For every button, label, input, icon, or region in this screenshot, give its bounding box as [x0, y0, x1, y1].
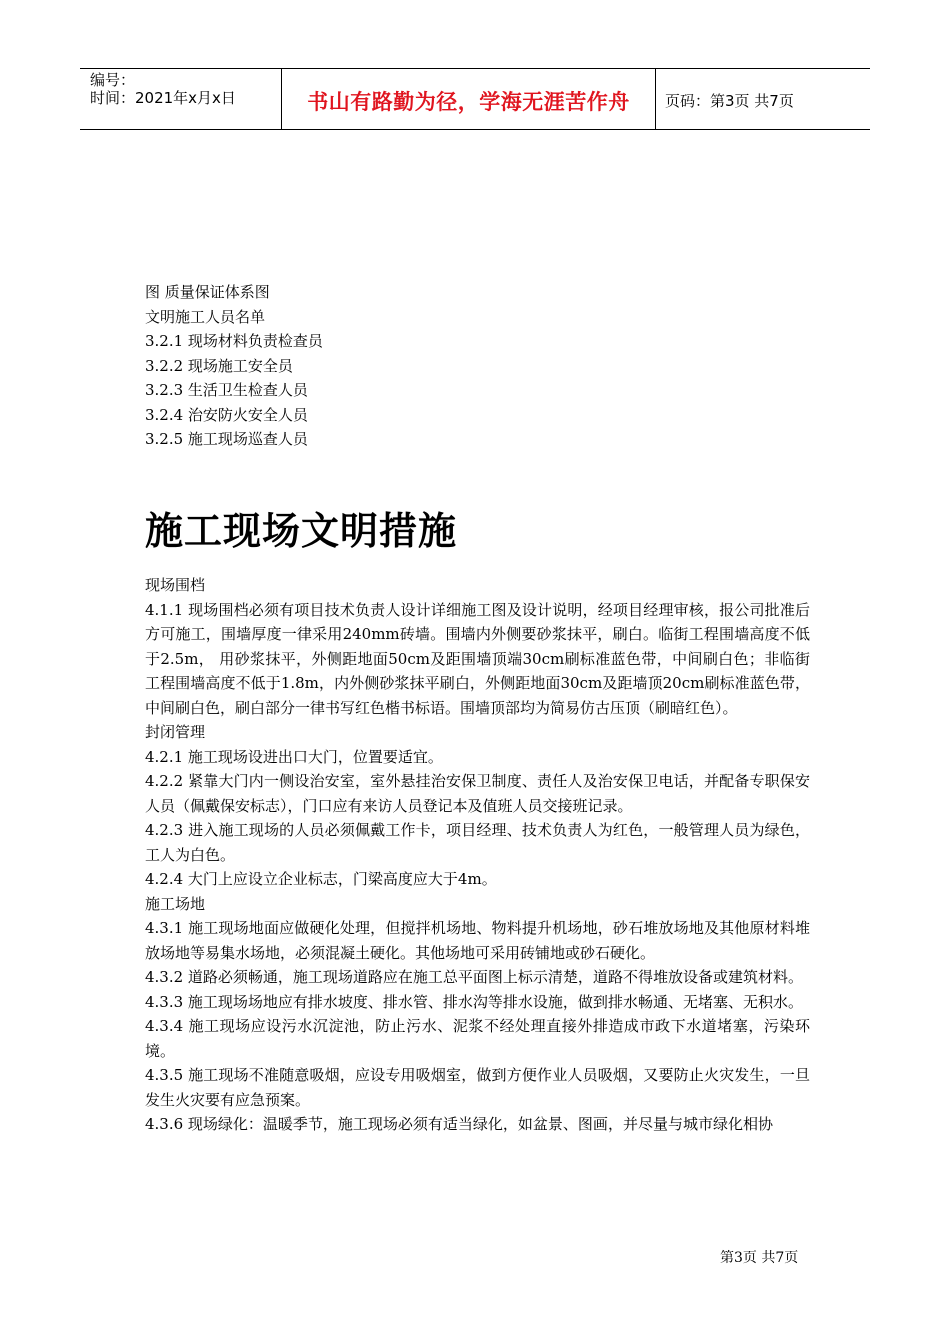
header-right-cell [655, 69, 870, 129]
header-motto: 书山有路勤为径，学海无涯苦作舟 [307, 90, 630, 114]
number-label: 编号： [90, 71, 136, 89]
section-heading: 施工现场文明措施 [145, 509, 458, 553]
paragraph: 4.3.3 施工现场场地应有排水坡度、排水管、排水沟等排水设施，做到排水畅通、无堵塞、无积水。 [145, 992, 803, 1011]
list-item: 文明施工人员名单 [145, 307, 266, 326]
paragraph: 4.2.3 进入施工现场的人员必须佩戴工作卡，项目经理、技术负责人为红色，一般管理人员为绿色，工人为白色。 [145, 821, 810, 864]
header-motto-cell [281, 69, 656, 129]
header-left-cell [80, 69, 280, 129]
subsection-title: 现场围档 [145, 576, 206, 594]
header-page-code: 页码：第3页 共7页 [665, 92, 794, 110]
paragraph: 4.3.5 施工现场不准随意吸烟，应设专用吸烟室，做到方便作业人员吸烟，又要防止火灾发生，一旦发生火灾要有应急预案。 [145, 1066, 810, 1109]
paragraph: 4.3.1 施工现场地面应做硬化处理，但搅拌机场地、物料提升机场地，砂石堆放场地及其他原材料堆放场地等易集水场地，必须混凝土硬化。其他场地可采用砖铺地或砂石硬化。 [145, 919, 810, 962]
list-item: 3.2.3 生活卫生检查人员 [145, 381, 308, 399]
paragraph: 4.2.1 施工现场设进出口大门，位置要适宜。 [145, 747, 443, 766]
page-header [80, 68, 870, 130]
page-footer: 第3页 共7页 [720, 1250, 799, 1266]
subsection-title: 封闭管理 [145, 723, 206, 741]
list-item: 3.2.1 现场材料负责检查员 [145, 332, 323, 350]
paragraph: 4.1.1 现场围档必须有项目技术负责人设计详细施工图及设计说明，经项目经理审核，报公司批准后方可施工，围墙厚度一律采用240mm砖墙。围墙内外侧要砂浆抹平，刷白。临街工程围墙高度不低于2.5m， 用砂浆抹平，外侧距地面50cm及距围墙顶端30cm刷标准蓝色带，中间刷白色；非临街工程围墙高度不低于1.8m，内外侧砂浆抹平刷白，外侧距地面30cm及距墙顶20cm刷标准蓝色带，中间刷白色，刷白部分一律书写红色楷书标语。围墙顶部均为简易仿古压顶（刷暗红色）。 [145, 600, 810, 717]
document-body [145, 573, 810, 1137]
time-label: 时间：2021年x月x日 [90, 89, 236, 107]
paragraph: 4.3.4 施工现场应设污水沉淀池，防止污水、泥浆不经处理直接外排造成市政下水道堵塞，污染环境。 [145, 1017, 810, 1060]
list-item: 图 质量保证体系图 [145, 283, 270, 301]
paragraph: 4.3.6 现场绿化：温暖季节，施工现场必须有适当绿化，如盆景、图画，并尽量与城市绿化相协 [145, 1115, 773, 1133]
subsection-title: 施工场地 [145, 894, 206, 913]
paragraph: 4.2.4 大门上应设立企业标志，门梁高度应大于4m。 [145, 870, 497, 888]
list-item: 3.2.2 现场施工安全员 [145, 356, 293, 375]
paragraph: 4.3.2 道路必须畅通，施工现场道路应在施工总平面图上标示清楚，道路不得堆放设备或建筑材料。 [145, 968, 803, 986]
list-item: 3.2.4 治安防火安全人员 [145, 405, 308, 424]
staff-list [145, 280, 810, 452]
paragraph: 4.2.2 紧靠大门内一侧设治安室，室外悬挂治安保卫制度、责任人及治安保卫电话，并配备专职保安人员（佩戴保安标志），门口应有来访人员登记本及值班人员交接班记录。 [145, 772, 810, 815]
list-item: 3.2.5 施工现场巡查人员 [145, 430, 308, 448]
